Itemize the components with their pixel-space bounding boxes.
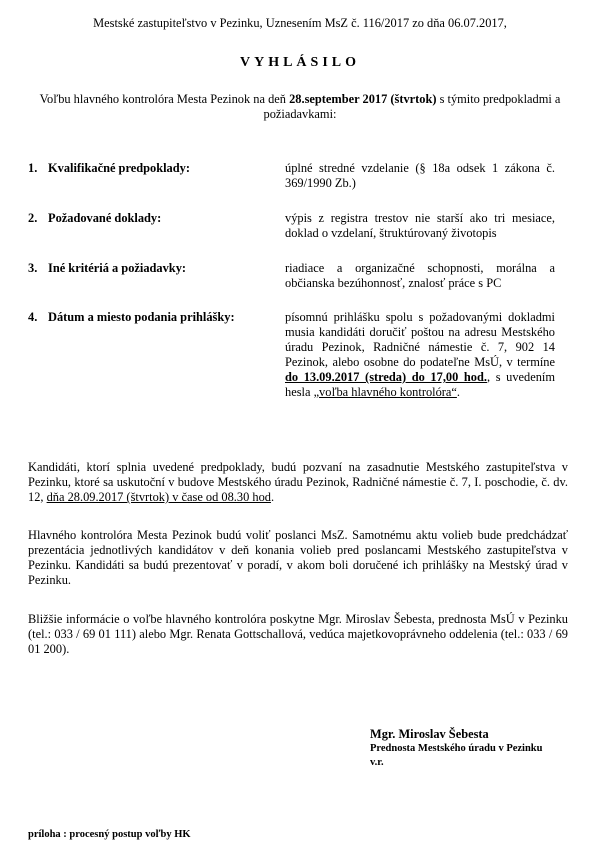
requirement-number: 2.	[28, 211, 38, 225]
submission-text: písomnú prihlášku spolu s požadovanými dokladmi musia kandidáti doručiť poštou na adresu Mestského úradu Pezinok, Radničné námestie č. 7, 902 14 Pezinok, alebo osobne do podateľne MsÚ, v termíne	[285, 310, 555, 369]
requirement-label: Iné kritériá a požiadavky:	[48, 261, 187, 275]
requirement-value: úplné stredné vzdelanie (§ 18a odsek 1 zákona č. 369/1990 Zb.)	[285, 161, 555, 190]
signatory-name: Mgr. Miroslav Šebesta	[370, 727, 489, 741]
paragraph-info: Bližšie informácie o voľbe hlavného kontrolóra poskytne Mgr. Miroslav Šebesta, prednosta MsÚ v Pezinku (tel.: 033 / 69 01 111) alebo Mgr. Renata Gottschallová, vedúca majetkovoprávneho oddelenia (tel.: 033 / 69 01 200).	[28, 612, 568, 656]
requirement-number: 1.	[28, 161, 38, 175]
submission-deadline: do 13.09.2017 (streda) do 17,00 hod.	[285, 370, 487, 384]
requirement-number: 4.	[28, 310, 38, 324]
paragraph-text: Kandidáti, ktorí splnia uvedené predpoklady, budú pozvaní na zasadnutie Mestského zastupiteľstva v Pezinku, ktoré sa uskutoční v budove Mestského úradu Pezinok, Radničné námestie č. 7, I. poschodie, č. dv. 12,	[28, 460, 568, 504]
intro-part1: Voľbu hlavného kontrolóra Mesta Pezinok na deň	[39, 92, 290, 106]
requirement-label: Požadované doklady:	[48, 211, 162, 225]
submission-motto: „voľba hlavného kontrolóra“	[313, 385, 457, 399]
intro-part2: s týmito predpokladmi a požiadavkami:	[263, 92, 561, 121]
attachment-note: príloha : procesný postup voľby HK	[28, 829, 191, 840]
header-line: Mestské zastupiteľstvo v Pezinku, Uznesením MsZ č. 116/2017 zo dňa 06.07.2017,	[93, 16, 507, 30]
signatory-vr: v.r.	[370, 757, 384, 768]
requirement-value: výpis z registra trestov nie starší ako tri mesiace, doklad o vzdelaní, štruktúrovaný životopis	[285, 211, 555, 240]
requirement-label: Dátum a miesto podania prihlášky:	[48, 310, 235, 324]
submission-text-2: , s uvedením hesla	[285, 370, 555, 399]
signatory-role: Prednosta Mestského úradu v Pezinku	[370, 743, 543, 754]
intro-text	[20, 92, 580, 122]
document-title: VYHLÁSILO	[239, 55, 361, 70]
requirement-label: Kvalifikačné predpoklady:	[48, 161, 190, 175]
paragraph-election: Hlavného kontrolóra Mesta Pezinok budú voliť poslanci MsZ. Samotnému aktu volieb bude predchádzať prezentácia jednotlivých kandidátov v deň konania volieb pred poslancami Mestského zastupiteľstva v Pezinku. Kandidáti sa budú prezentovať v poradí, v akom boli doručené ich prihlášky na Mestský úrad v Pezinku.	[28, 528, 568, 587]
requirement-number: 3.	[28, 261, 38, 275]
signature-block	[370, 727, 590, 770]
meeting-date: dňa 28.09.2017 (štvrtok) v čase od 08.30 hod	[46, 490, 271, 504]
paragraph-end: .	[270, 490, 275, 504]
requirement-value	[285, 310, 555, 400]
submission-text-3: .	[456, 385, 461, 399]
election-date: 28.september 2017 (štvrtok)	[289, 92, 437, 106]
requirement-value: riadiace a organizačné schopnosti, morálna a občianska bezúhonnosť, znalosť práce s PC	[285, 261, 555, 290]
paragraph-candidates	[28, 460, 568, 505]
